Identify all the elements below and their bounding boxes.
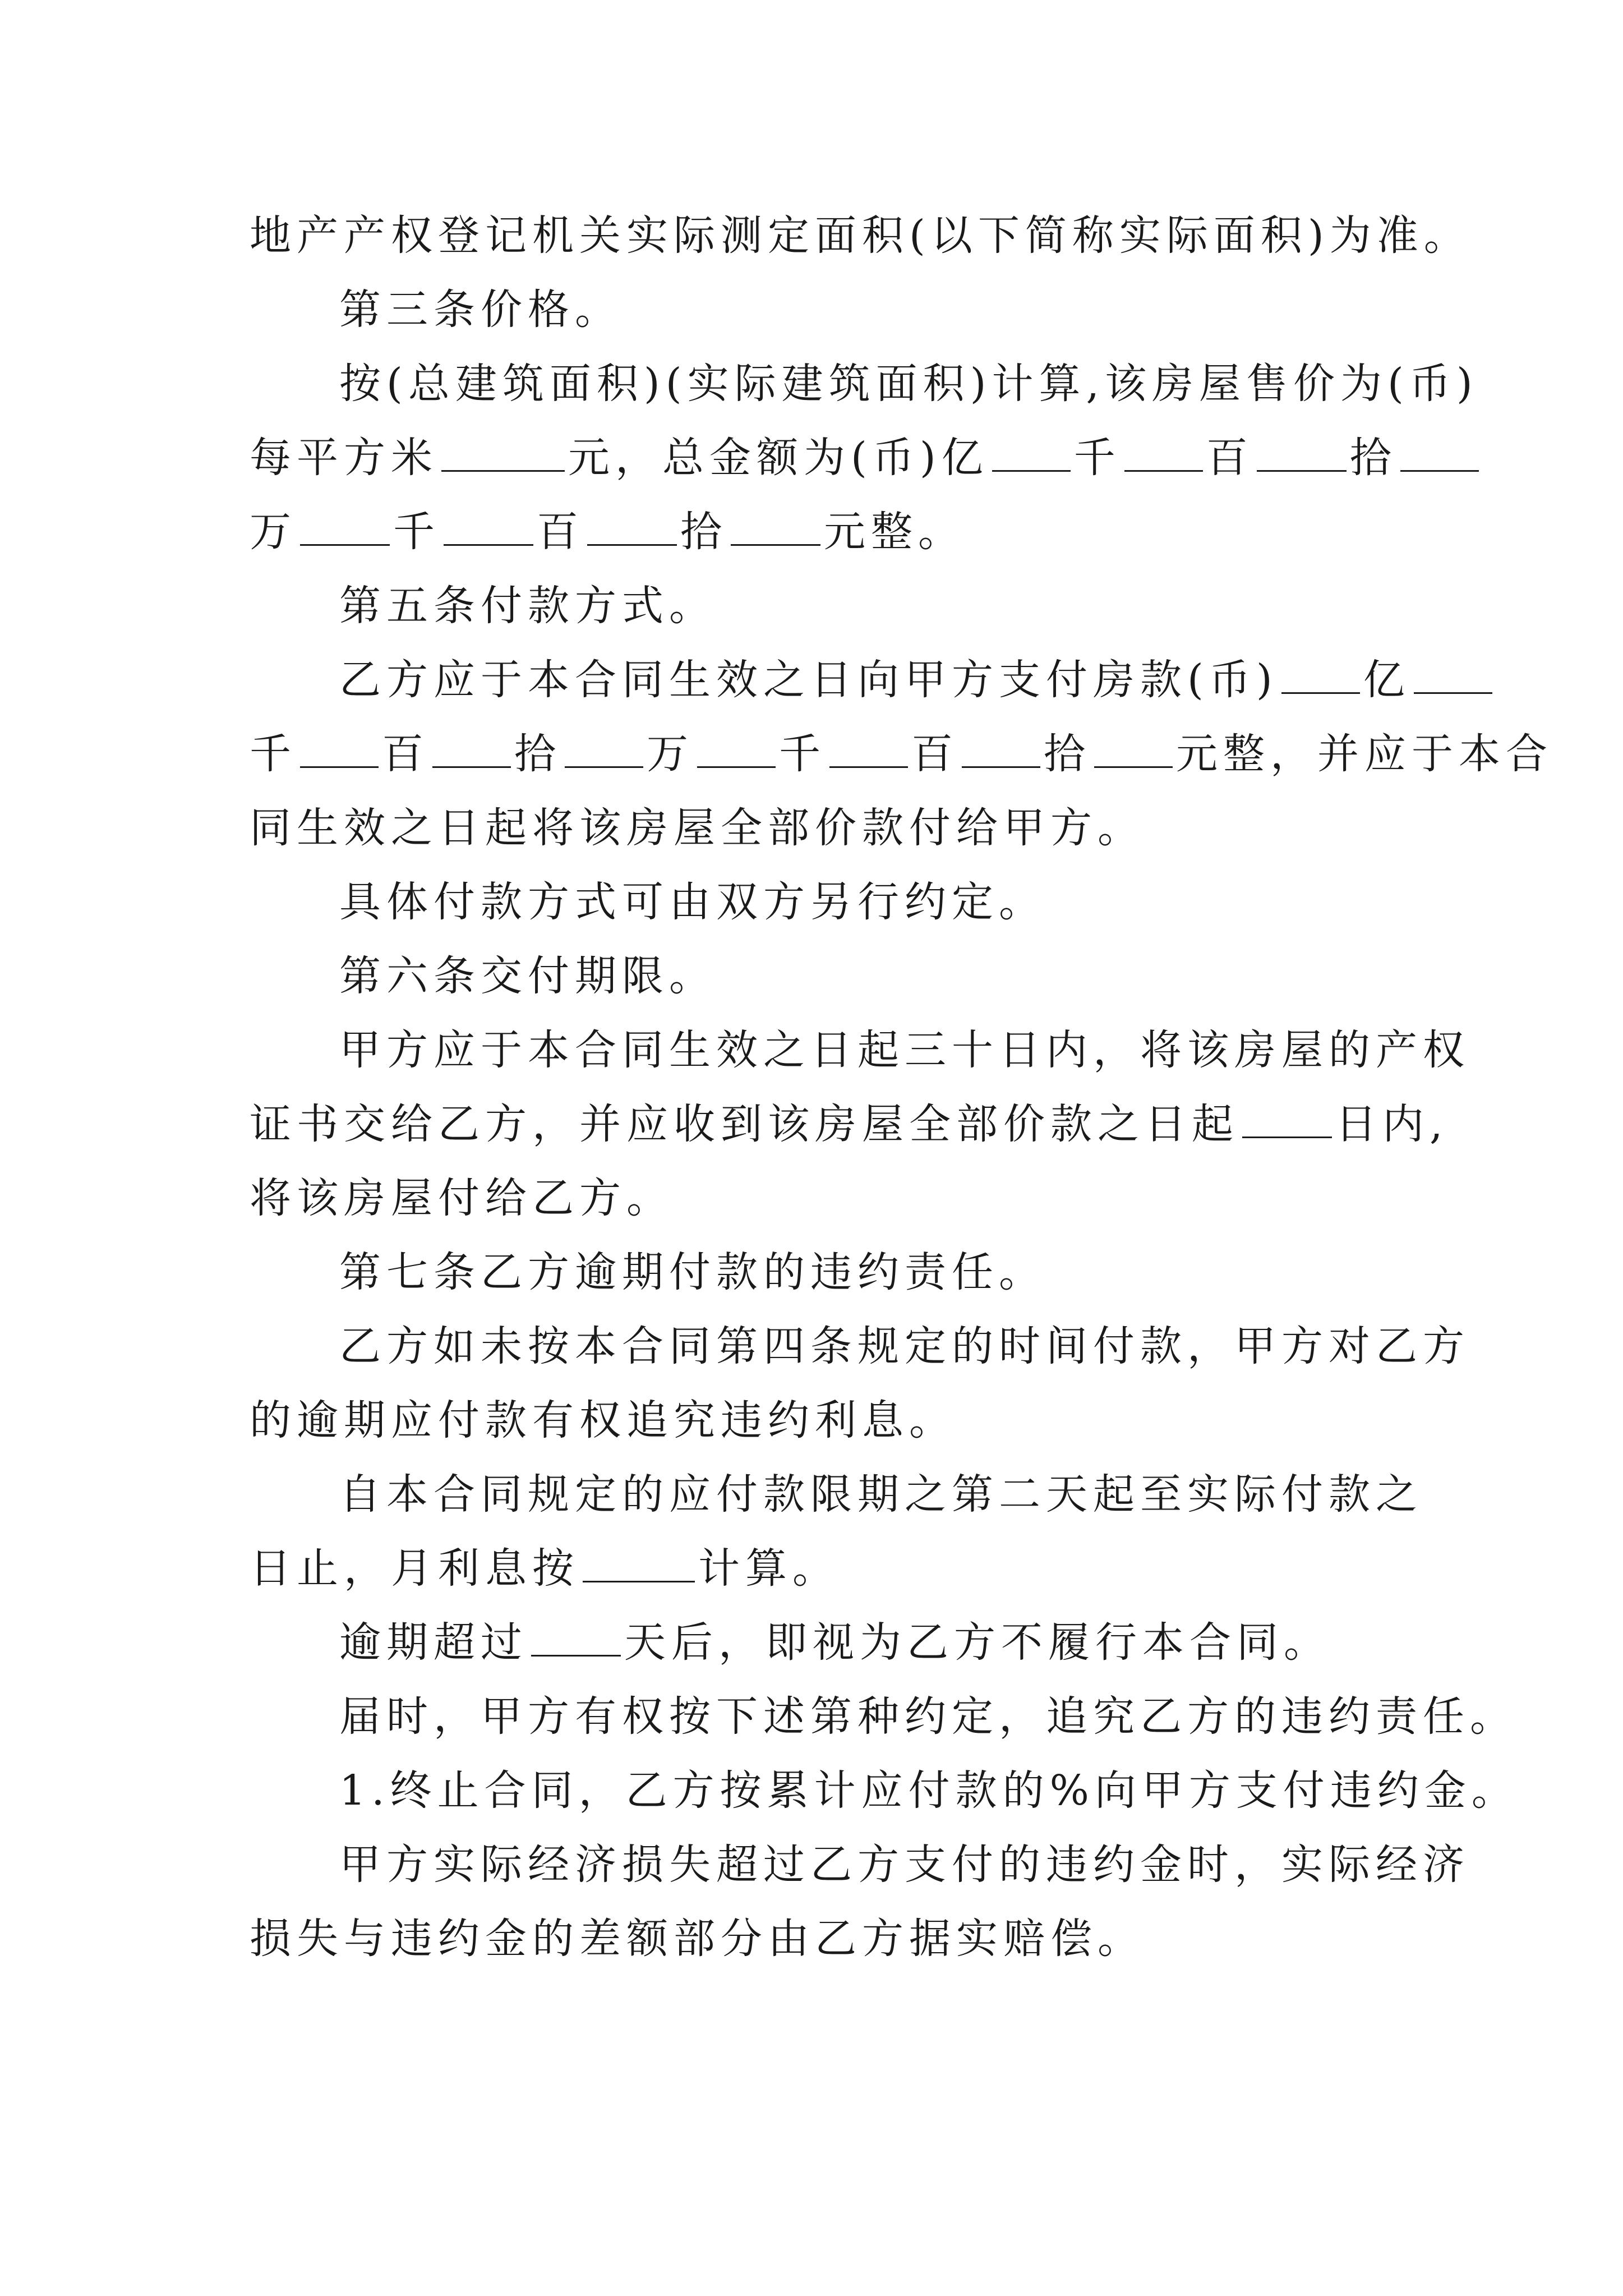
fill-in-blank: [565, 731, 643, 768]
text-line: [250, 1540, 840, 1596]
text-segment: 万: [250, 508, 297, 556]
text-line: 同生效之日起将该房屋全部价款付给甲方。: [250, 804, 1145, 852]
fill-in-blank: [531, 1620, 621, 1657]
text-segment: 百: [1206, 434, 1253, 482]
fill-in-blank: [587, 509, 677, 546]
text-line: 的逾期应付款有权追究违约利息。: [250, 1396, 956, 1444]
text-segment: 拾: [680, 508, 727, 556]
fill-in-blank: [441, 435, 565, 472]
text-segment: 拾: [1349, 434, 1397, 482]
text-line: 1.终止合同，乙方按累计应付款的%向甲方支付违约金。: [339, 1766, 1519, 1815]
fill-in-blank: [1257, 435, 1347, 472]
fill-in-blank: [731, 509, 820, 546]
fill-in-blank: [1124, 435, 1203, 472]
fill-in-blank: [829, 731, 908, 768]
text-line: 自本合同规定的应付款限期之第二天起至实际付款之: [339, 1470, 1423, 1519]
fill-in-blank: [300, 509, 390, 546]
text-segment: 每平方米: [250, 434, 438, 482]
article-6-heading: 第六条交付期限。: [339, 952, 716, 1000]
text-segment: 逾期超过: [339, 1618, 528, 1667]
text-line: 损失与违约金的差额部分由乙方据实赔偿。: [250, 1915, 1145, 1963]
article-3-heading: 第三条价格。: [339, 286, 622, 334]
text-segment: 千: [250, 730, 297, 778]
text-line: [250, 504, 965, 560]
fill-in-blank: [300, 731, 379, 768]
fill-in-blank: [1281, 657, 1360, 694]
text-segment: 亿: [1363, 656, 1410, 704]
text-segment: 乙方应于本合同生效之日向甲方支付房款(币): [339, 656, 1278, 704]
fill-in-blank: [444, 509, 533, 546]
text-line: [250, 430, 1482, 486]
text-segment: 千: [393, 508, 440, 556]
fill-in-blank: [1094, 731, 1173, 768]
text-segment: 元整，并应于本合: [1176, 730, 1553, 778]
text-line: 按(总建筑面积)(实际建筑面积)计算,该房屋售价为(币): [339, 360, 1478, 408]
text-line: 乙方如未按本合同第四条规定的时间付款，甲方对乙方: [339, 1322, 1470, 1370]
text-line: 地产产权登记机关实际测定面积(以下简称实际面积)为准。: [250, 211, 1471, 260]
text-segment: 元整。: [824, 508, 965, 556]
text-segment: 拾: [1044, 730, 1091, 778]
fill-in-blank: [432, 731, 511, 768]
text-segment: 万: [647, 730, 694, 778]
text-line: [339, 652, 1496, 708]
article-7-heading: 第七条乙方逾期付款的违约责任。: [339, 1248, 1046, 1296]
text-segment: 证书交给乙方，并应收到该房屋全部价款之日起: [250, 1100, 1239, 1148]
text-segment: 百: [537, 508, 584, 556]
fill-in-blank: [1242, 1102, 1332, 1138]
text-line: 甲方应于本合同生效之日起三十日内，将该房屋的产权: [339, 1026, 1470, 1074]
text-line: [339, 1614, 1331, 1671]
fill-in-blank: [583, 1546, 695, 1582]
text-segment: 千: [779, 730, 826, 778]
text-line: 具体付款方式可由双方另行约定。: [339, 878, 1046, 926]
fill-in-blank: [962, 731, 1040, 768]
text-segment: 百: [382, 730, 429, 778]
text-segment: 日止，月利息按: [250, 1544, 579, 1593]
text-line: [250, 726, 1553, 782]
text-line: 甲方实际经济损失超过乙方支付的违约金时，实际经济: [339, 1841, 1470, 1889]
text-segment: 拾: [514, 730, 561, 778]
text-segment: 百: [911, 730, 958, 778]
fill-in-blank: [697, 731, 776, 768]
text-segment: 日内,: [1335, 1100, 1449, 1148]
text-line: 届时，甲方有权按下述第种约定，追究乙方的违约责任。: [339, 1692, 1517, 1741]
text-segment: 元，总金额为(币)亿: [568, 434, 989, 482]
text-segment: 天后，即视为乙方不履行本合同。: [624, 1618, 1331, 1667]
fill-in-blank: [992, 435, 1071, 472]
fill-in-blank: [1400, 435, 1479, 472]
fill-in-blank: [1414, 657, 1492, 694]
text-segment: 计算。: [698, 1544, 840, 1593]
text-line: [250, 1096, 1449, 1152]
article-5-heading: 第五条付款方式。: [339, 582, 716, 630]
text-line: 将该房屋付给乙方。: [250, 1174, 674, 1222]
text-segment: 千: [1073, 434, 1121, 482]
